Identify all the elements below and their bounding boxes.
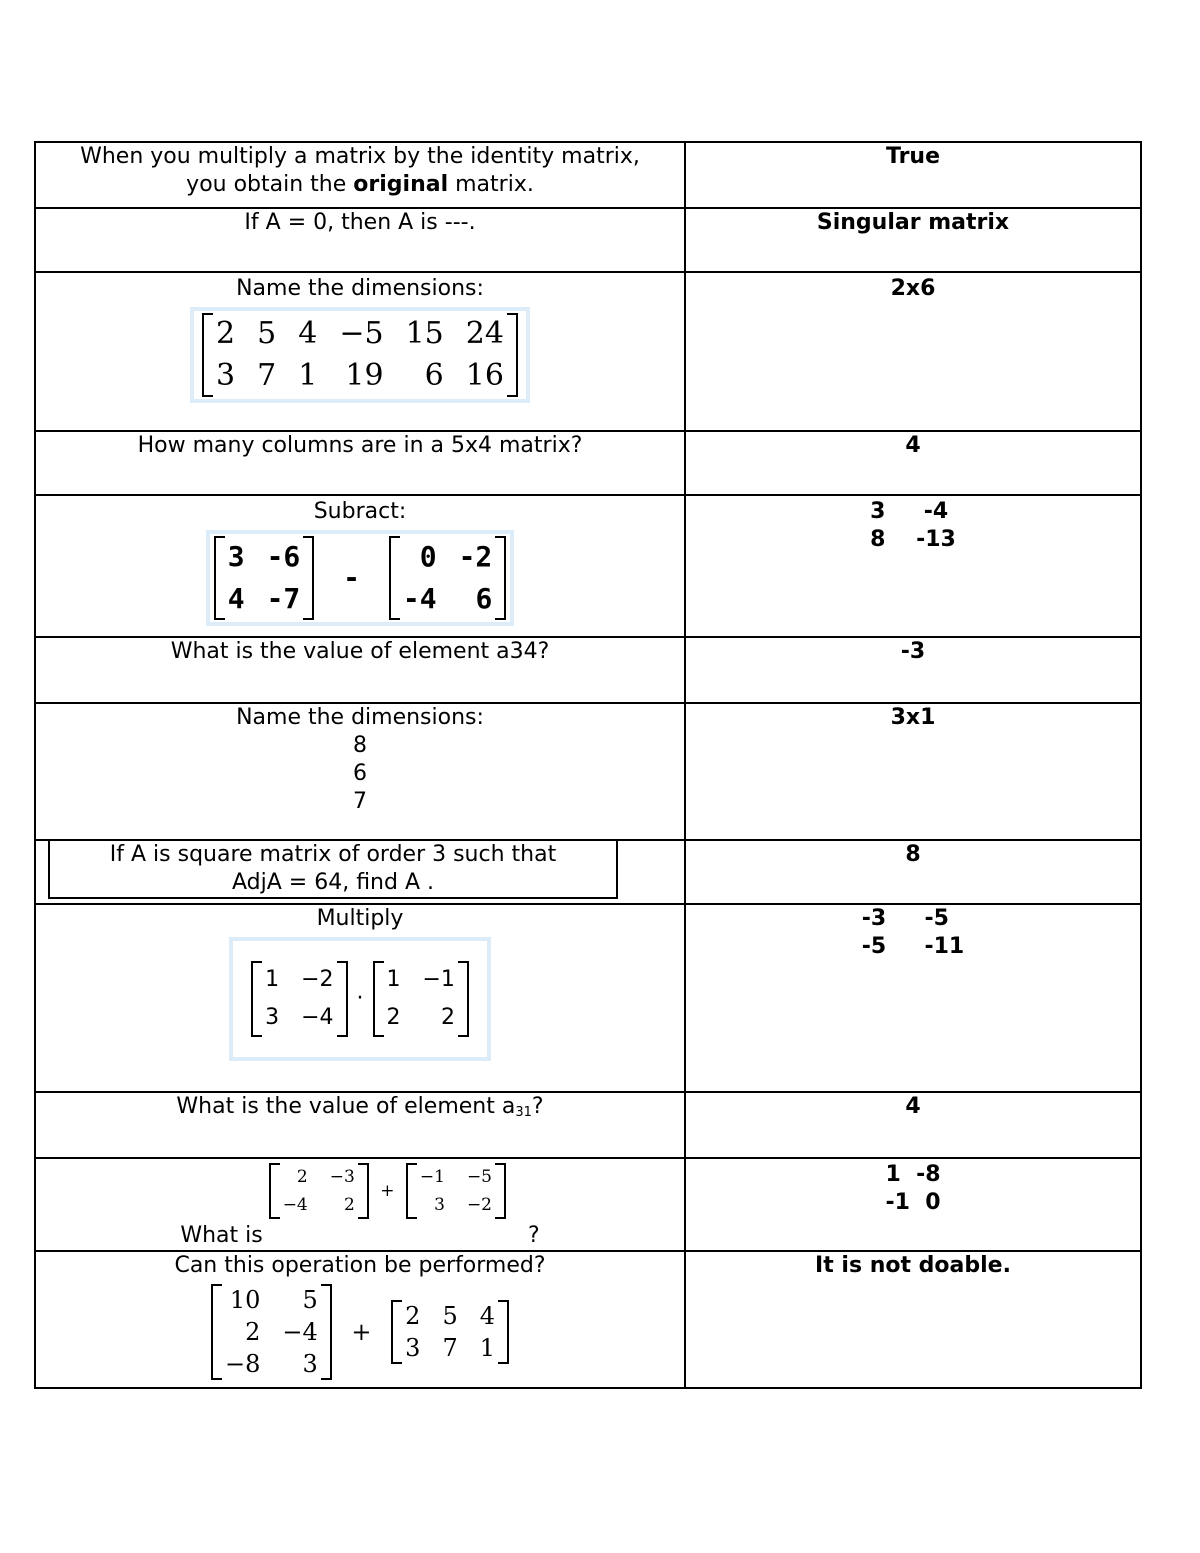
answer-text: Singular matrix	[816, 210, 1010, 235]
right-bracket	[495, 536, 506, 620]
question-text	[36, 1093, 684, 1127]
matrix-image	[190, 307, 530, 403]
answer-cell	[685, 840, 1141, 904]
matrix-entry: 1	[386, 967, 401, 992]
table-row	[35, 272, 1141, 431]
operator: -	[343, 561, 360, 594]
answer-row: 8 -13	[870, 527, 956, 552]
table-row	[35, 840, 1141, 904]
left-bracket	[202, 313, 213, 397]
question-cell	[35, 272, 685, 431]
matrix-entry: 16	[465, 358, 504, 393]
answer-cell	[685, 904, 1141, 1092]
matrix-entry: 2	[296, 1167, 308, 1187]
vector-value: 8	[353, 733, 367, 758]
question-cell	[35, 703, 685, 840]
right-bracket	[507, 313, 518, 397]
answer-row: 1 -8	[885, 1162, 941, 1187]
subscript: 31	[515, 1105, 532, 1120]
matrix-entry: 24	[465, 316, 504, 351]
matrix-grid	[402, 1300, 498, 1364]
left-bracket	[389, 536, 400, 620]
matrix-entry: 3	[302, 1350, 318, 1378]
answer-cell	[685, 1092, 1141, 1158]
question-text: ?	[528, 1223, 540, 1248]
question-text: Subract:	[313, 499, 407, 524]
right-bracket	[495, 1163, 506, 1219]
matrix	[214, 536, 315, 620]
matrix-grid	[213, 313, 507, 397]
matrix-image	[229, 937, 491, 1061]
answer-text: It is not doable.	[815, 1253, 1011, 1278]
question-cell	[35, 840, 685, 904]
matrix-grid	[400, 536, 495, 620]
question-cell	[35, 1092, 685, 1158]
question-text: Name the dimensions:	[236, 276, 484, 301]
question-text: Can this operation be performed?	[174, 1253, 546, 1278]
answer-cell	[685, 637, 1141, 703]
right-bracket	[337, 961, 348, 1037]
matrix-grid	[280, 1163, 358, 1219]
answer-cell	[685, 142, 1141, 208]
matrix-entry: −4	[282, 1195, 308, 1215]
matrix	[251, 961, 347, 1037]
answer-row: -5 -11	[861, 934, 965, 959]
matrix-entry: −1	[422, 967, 455, 992]
matrix-image	[269, 1163, 506, 1219]
matrix-entry: 5	[257, 316, 277, 351]
question-text: If A = 0, then A is ---.	[244, 210, 476, 235]
matrix-entry: −5	[339, 316, 384, 351]
matrix	[211, 1284, 332, 1380]
table-row	[35, 495, 1141, 637]
matrix-entry: 10	[229, 1286, 261, 1314]
answer-cell	[685, 1251, 1141, 1388]
answer-matrix	[862, 905, 964, 961]
question-emphasis: original	[353, 172, 449, 197]
question-text: ?	[531, 1094, 544, 1119]
right-bracket	[498, 1300, 509, 1364]
left-bracket	[251, 961, 262, 1037]
question-text: Multiply	[316, 906, 404, 931]
table-row	[35, 1158, 1141, 1251]
matrix-entry: 2	[216, 316, 236, 351]
matrix	[406, 1163, 506, 1219]
answer-text: 8	[905, 842, 921, 867]
question-text: matrix.	[448, 172, 534, 197]
matrix-entry: 15	[405, 316, 444, 351]
answer-cell	[685, 272, 1141, 431]
matrix-entry: -7	[266, 582, 301, 615]
right-bracket	[321, 1284, 332, 1380]
matrix-entry: −8	[224, 1350, 261, 1378]
table-row	[35, 904, 1141, 1092]
matrix-entry: 4	[227, 582, 245, 615]
matrix-entry: −4	[301, 1005, 334, 1030]
matrix-entry: −4	[282, 1318, 318, 1346]
question-cell	[35, 142, 685, 208]
matrix-entry: 2	[405, 1302, 421, 1330]
question-line	[36, 1159, 684, 1248]
question-text: you obtain the	[186, 172, 354, 197]
question-cell	[35, 1158, 685, 1251]
matrix-entry: 19	[345, 358, 384, 393]
matrix-entry: -4	[402, 582, 437, 615]
question-text: What is the value of element a34?	[170, 639, 550, 664]
matrix-entry: 2	[245, 1318, 261, 1346]
question-cell	[35, 208, 685, 272]
answer-cell	[685, 208, 1141, 272]
left-bracket	[269, 1163, 280, 1219]
matrix-entry: 1	[265, 967, 280, 992]
matrix	[391, 1300, 509, 1364]
table-row	[35, 637, 1141, 703]
answer-row: 3 -4	[870, 499, 949, 524]
matrix	[373, 961, 469, 1037]
matrix-grid	[262, 961, 336, 1037]
answer-text: 4	[905, 1094, 921, 1119]
matrix-image	[211, 1284, 509, 1380]
matrix-grid	[225, 536, 304, 620]
table-row	[35, 142, 1141, 208]
matrix	[389, 536, 506, 620]
matrix	[202, 313, 518, 397]
matrix-entry: 0	[419, 540, 437, 573]
answer-text: 3x1	[890, 705, 936, 730]
answer-row: -3 -5	[861, 906, 949, 931]
question-line	[36, 171, 684, 199]
matrix-entry: −3	[329, 1167, 355, 1187]
question-cell	[35, 637, 685, 703]
right-bracket	[303, 536, 314, 620]
answer-row: -1 0	[885, 1190, 941, 1215]
answer-cell	[685, 1158, 1141, 1251]
right-bracket	[458, 961, 469, 1037]
matrix-entry: 4	[479, 1302, 495, 1330]
answer-matrix	[870, 498, 956, 554]
question-text: What is	[180, 1223, 263, 1248]
answer-cell	[685, 495, 1141, 637]
question-box	[48, 841, 618, 899]
answer-cell	[685, 431, 1141, 495]
matrix-entry: 3	[216, 358, 236, 393]
matrix-image	[206, 530, 515, 626]
matrix-entry: 6	[475, 582, 493, 615]
answer-text: 2x6	[890, 276, 936, 301]
answer-text: 4	[905, 433, 921, 458]
matrix-entry: 3	[265, 1005, 280, 1030]
matrix-entry: 5	[442, 1302, 458, 1330]
operator: ·	[356, 986, 364, 1011]
question-text: How many columns are in a 5x4 matrix?	[137, 433, 583, 458]
answer-text: -3	[900, 639, 926, 664]
question-cell	[35, 495, 685, 637]
matrix-entry: 5	[302, 1286, 318, 1314]
question-cell	[35, 1251, 685, 1388]
matrix-grid	[417, 1163, 495, 1219]
matrix-entry: 1	[298, 358, 318, 393]
table-row	[35, 1251, 1141, 1388]
matrix-entry: -6	[266, 540, 301, 573]
vector-value: 7	[353, 789, 367, 814]
matrix-entry: 3	[434, 1195, 445, 1215]
question-text: What is the value of element a	[176, 1094, 516, 1119]
question-text: Name the dimensions:	[236, 705, 484, 730]
left-bracket	[214, 536, 225, 620]
matrix-grid	[384, 961, 458, 1037]
matrix-entry: 3	[405, 1334, 421, 1362]
matrix-entry: 3	[227, 540, 245, 573]
question-line: When you multiply a matrix by the identity matrix,	[80, 144, 640, 169]
table-row	[35, 431, 1141, 495]
matrix-entry: 2	[386, 1005, 401, 1030]
matrix-entry: 7	[442, 1334, 458, 1362]
matrix-entry: 2	[440, 1005, 455, 1030]
right-bracket	[358, 1163, 369, 1219]
question-cell	[35, 431, 685, 495]
matrix-entry: −2	[301, 967, 334, 992]
matrix-entry: 1	[479, 1334, 495, 1362]
matrix-entry: −1	[419, 1167, 445, 1187]
matrix-entry: 7	[257, 358, 277, 393]
matrix-entry: 4	[298, 316, 318, 351]
question-line: If A is square matrix of order 3 such that	[109, 842, 557, 867]
question-line: AdjA = 64, find A .	[232, 870, 434, 895]
answer-text: True	[885, 144, 941, 169]
question-cell	[35, 904, 685, 1092]
operator: +	[380, 1181, 395, 1201]
matrix-entry: −2	[466, 1195, 492, 1215]
left-bracket	[373, 961, 384, 1037]
worksheet-table	[34, 141, 1142, 1389]
left-bracket	[406, 1163, 417, 1219]
table-row	[35, 208, 1141, 272]
table-row	[35, 1092, 1141, 1158]
answer-matrix	[885, 1161, 940, 1217]
matrix	[269, 1163, 369, 1219]
matrix-entry: −5	[466, 1167, 492, 1187]
matrix-entry: 2	[343, 1195, 355, 1215]
operator: +	[351, 1318, 372, 1346]
left-bracket	[211, 1284, 222, 1380]
matrix-grid	[222, 1284, 321, 1380]
left-bracket	[391, 1300, 402, 1364]
answer-cell	[685, 703, 1141, 840]
matrix-entry: 6	[424, 358, 444, 393]
vector-value: 6	[353, 761, 367, 786]
matrix-entry: -2	[458, 540, 493, 573]
table-row	[35, 703, 1141, 840]
